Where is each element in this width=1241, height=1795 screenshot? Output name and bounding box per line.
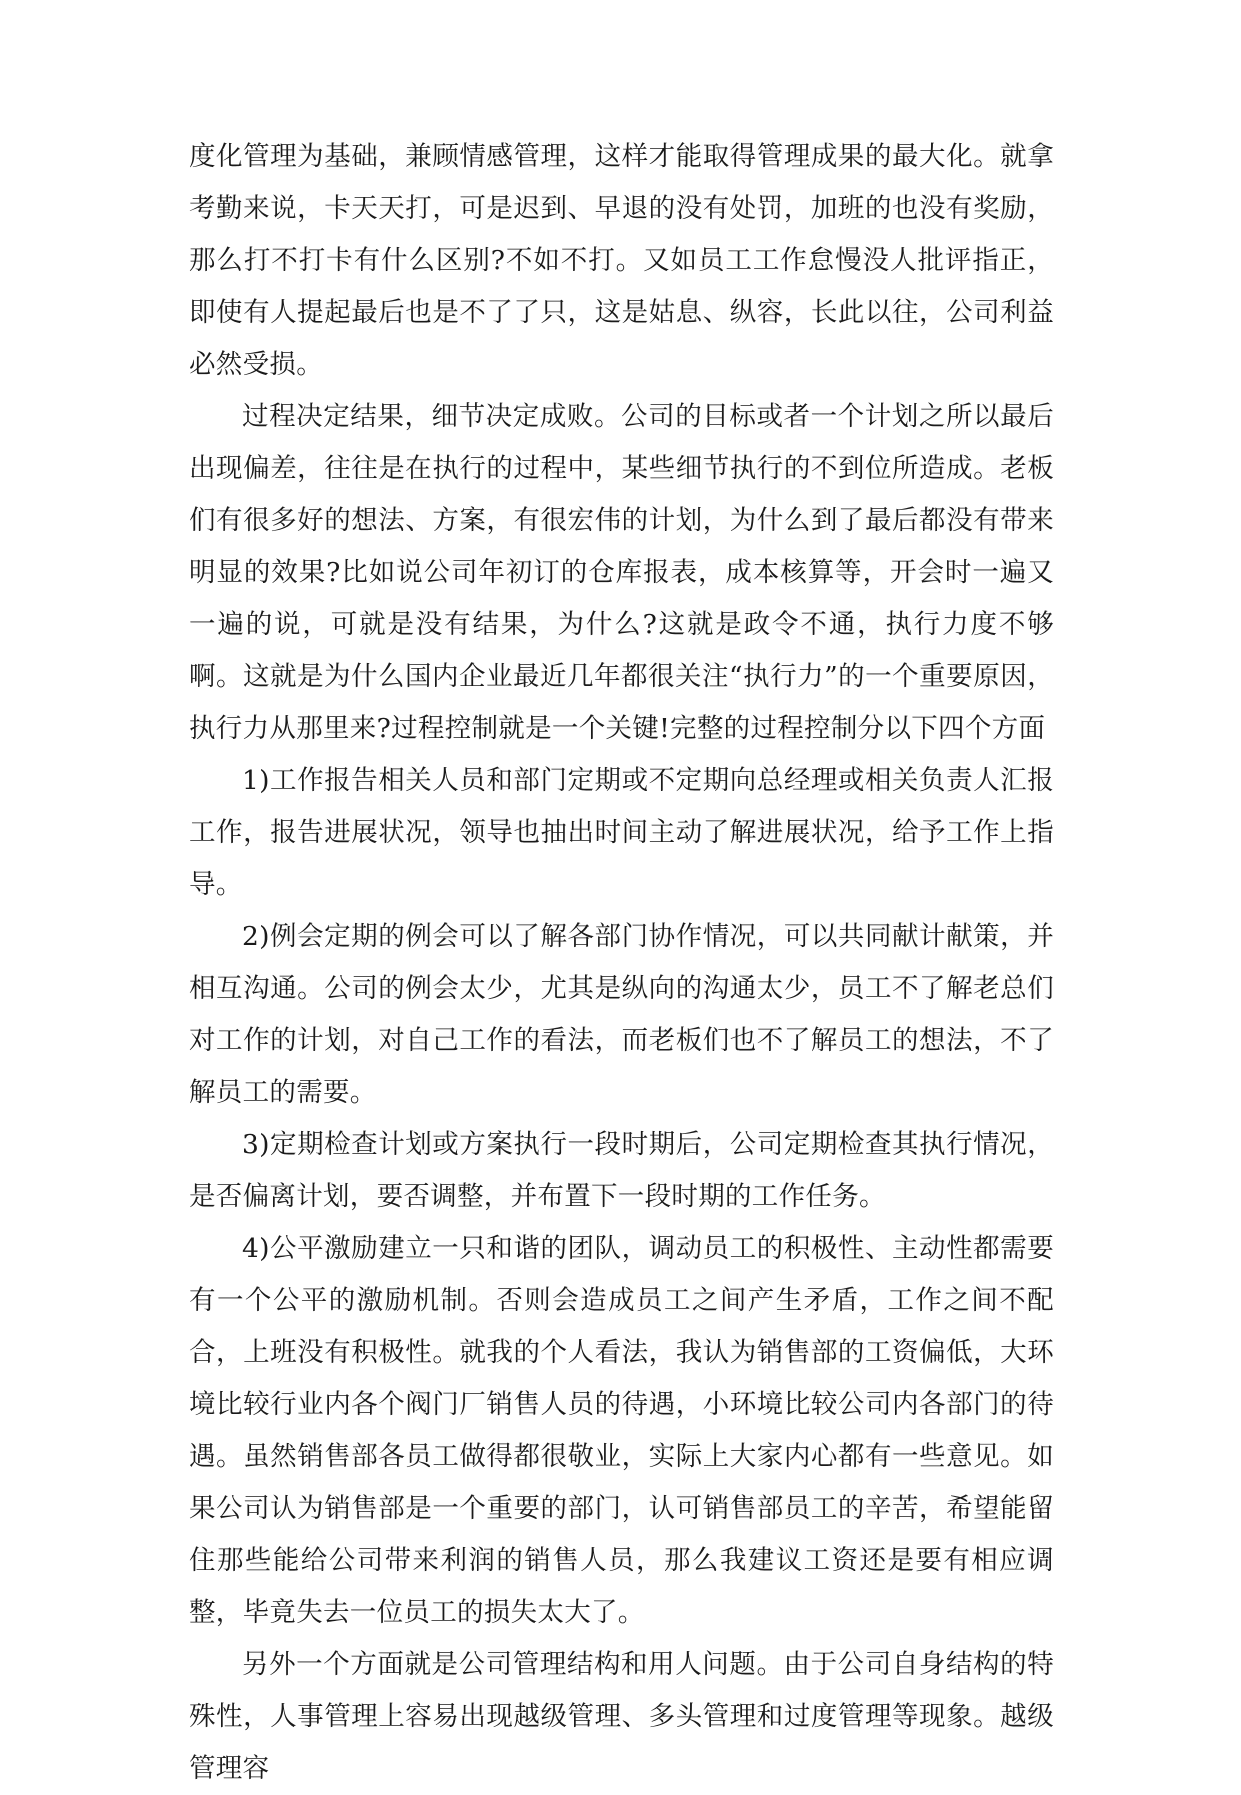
paragraph-item-fair-incentive: 4)公平激励建立一只和谐的团队，调动员工的积极性、主动性都需要有一个公平的激励机制。否则会造成员工之间产生矛盾，工作之间不配合，上班没有积极性。就我的个人看法，我认为销售部的工资偏低，大环境比较行业内各个阀门厂销售人员的待遇，小环境比较公司内各部门的待遇。虽然销售部各员工做得都很敬业，实际上大家内心都有一些意见。如果公司认为销售部是一个重要的部门，认可销售部员工的辛苦，希望能留住那些能给公司带来利润的销售人员，那么我建议工资还是要有相应调整，毕竟失去一位员工的损失太大了。: [189, 1233, 1054, 1628]
paragraph-item-regular-meeting: 2)例会定期的例会可以了解各部门协作情况，可以共同献计献策，并相互沟通。公司的例会太少，尤其是纵向的沟通太少，员工不了解老总们对工作的计划，对自己工作的看法，而老板们也不了解员工的想法，不了解员工的需要。: [189, 921, 1054, 1108]
paragraph-item-periodic-check: 3)定期检查计划或方案执行一段时期后，公司定期检查其执行情况，是否偏离计划，要否调整，并布置下一段时期的工作任务。: [189, 1129, 1054, 1212]
paragraph-management-attendance: 度化管理为基础，兼顾情感管理，这样才能取得管理成果的最大化。就拿考勤来说，卡天天打，可是迟到、早退的没有处罚，加班的也没有奖励，那么打不打卡有什么区别?不如不打。又如员工工作怠慢没人批评指正，即使有人提起最后也是不了了只，这是姑息、纵容，长此以往，公司利益必然受损。: [189, 141, 1054, 380]
paragraph-process-control: 过程决定结果，细节决定成败。公司的目标或者一个计划之所以最后出现偏差，往往是在执行的过程中，某些细节执行的不到位所造成。老板们有很多好的想法、方案，有很宏伟的计划，为什么到了最后都没有带来明显的效果?比如说公司年初订的仓库报表，成本核算等，开会时一遍又一遍的说，可就是没有结果，为什么?这就是政令不通，执行力度不够啊。这就是为什么国内企业最近几年都很关注“执行力”的一个重要原因，执行力从那里来?过程控制就是一个关键!完整的过程控制分以下四个方面: [189, 401, 1054, 744]
document-body: [189, 131, 1054, 1795]
paragraph-item-work-report: 1)工作报告相关人员和部门定期或不定期向总经理或相关负责人汇报工作，报告进展状况，领导也抽出时间主动了解进展状况，给予工作上指导。: [189, 765, 1054, 900]
paragraph-management-structure: 另外一个方面就是公司管理结构和用人问题。由于公司自身结构的特殊性，人事管理上容易出现越级管理、多头管理和过度管理等现象。越级管理容: [189, 1649, 1054, 1784]
